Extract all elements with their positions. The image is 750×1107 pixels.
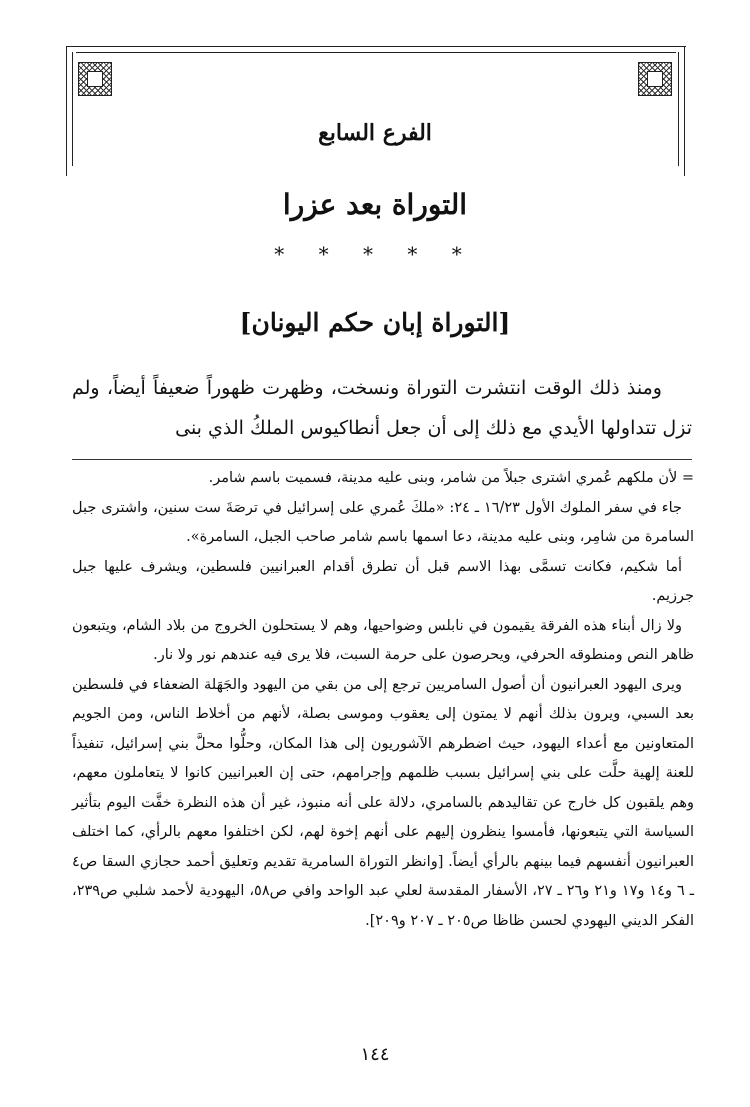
ornament-left-icon <box>78 62 112 96</box>
main-paragraph: ومنذ ذلك الوقت انتشرت التوراة ونسخت، وظهرت ظهوراً ضعيفاً أيضاً، ولم تزل تتداولها الأيدي مع ذلك إلى أن جعل أنطاكيوس الملكُ الذي بنى <box>72 377 692 439</box>
footnote-paragraph: أما شكيم، فكانت تسمَّى بهذا الاسم قبل أن تطرق أقدام العبرانيين فلسطين، ويشرف عليها جبل جرزيم. <box>72 558 694 604</box>
footnote-paragraph: جاء في سفر الملوك الأول ١٦/٢٣ ـ ٢٤: «ملكَ عُمري على إسرائيل في ترصَةَ ست سنين، واشترى جبل السامرة من شامِر، وبنى عليه مدينة، دعا اسمها باسم شامر صاحب الجبل، السامرة». <box>72 499 694 545</box>
footnote-separator <box>72 459 692 460</box>
footnote-continuation: = لأن ملكهم عُمري اشترى جبلاً من شامر، وبنى عليه مدينة، فسميت باسم شامر. <box>208 470 694 486</box>
section-label: الفرع السابع <box>318 120 432 146</box>
chapter-title: التوراة بعد عزرا <box>282 188 468 221</box>
star-separator: * * * * * <box>274 242 476 266</box>
main-text <box>72 368 692 448</box>
footnote-paragraph: ولا زال أبناء هذه الفرقة يقيمون في نابلس وضواحيها، وهم لا يستحلون الخروج من بلاد الشام، ويتبعون ظاهر النص ومنطوقه الحرفي، ويحرصون على حرمة السبت، فلا يرى فيه عندهم نور ولا نار. <box>72 617 694 663</box>
page-number: ١٤٤ <box>360 1044 390 1065</box>
section-subtitle: [التوراة إبان حكم اليونان] <box>239 308 511 337</box>
frame-left-inner-line <box>72 52 73 166</box>
frame-right-line <box>684 46 685 176</box>
frame-right-inner-line <box>678 52 679 166</box>
footnote-paragraph: ويرى اليهود العبرانيون أن أصول السامريين ترجع إلى من بقي من اليهود والجَهَلة الضعفاء في فلسطين بعد السبي، ويرون بذلك أنهم لا يمتون إلى يعقوب وموسى بصلة، لأنهم من أخلاط الناس، ومن الجويم المتعاونين مع أعداء اليهود، حيث اضطرهم الآشوريون إلى هذا المكان، وحلُّوا محلَّ بني إسرائيل، تنفيذاً للعنة إلهية حلَّت على بني إسرائيل بسبب ظلمهم وإجرامهم، حتى إن العبرانيين كانوا لا يتعاملون معهم، وهم يلقبون كل خارج عن تقاليدهم بالسامري، دلالة على أنه منبوذ، غير أن هذه النظرة خفَّت اليوم بتأثير السياسة التي يتبعونها، فأمسوا ينظرون إليهم على أنهم إخوة لهم، لكن اختلفوا معهم بالرأي، كما اختلف العبرانيون أنفسهم فيما بينهم بالرأي أيضاً. [وانظر التوراة السامرية تقديم وتعليق أحمد حجازي السقا ص٤ ـ ٦ و١٤ و١٧ و٢١ و٢٦ ـ ٢٧، الأسفار المقدسة لعلي عبد الواحد وافي ص٥٨، اليهودية لأحمد شلبي ص٢٣٩، الفكر الديني اليهودي لحسن ظاظا ص٢٠٥ ـ ٢٠٧ و٢٠٩]. <box>72 676 694 929</box>
ornament-right-icon <box>638 62 672 96</box>
header-frame <box>66 46 686 176</box>
frame-top-inner-line <box>76 52 676 53</box>
frame-left-line <box>66 46 67 176</box>
footnotes <box>72 464 694 936</box>
frame-top-line <box>66 46 686 47</box>
